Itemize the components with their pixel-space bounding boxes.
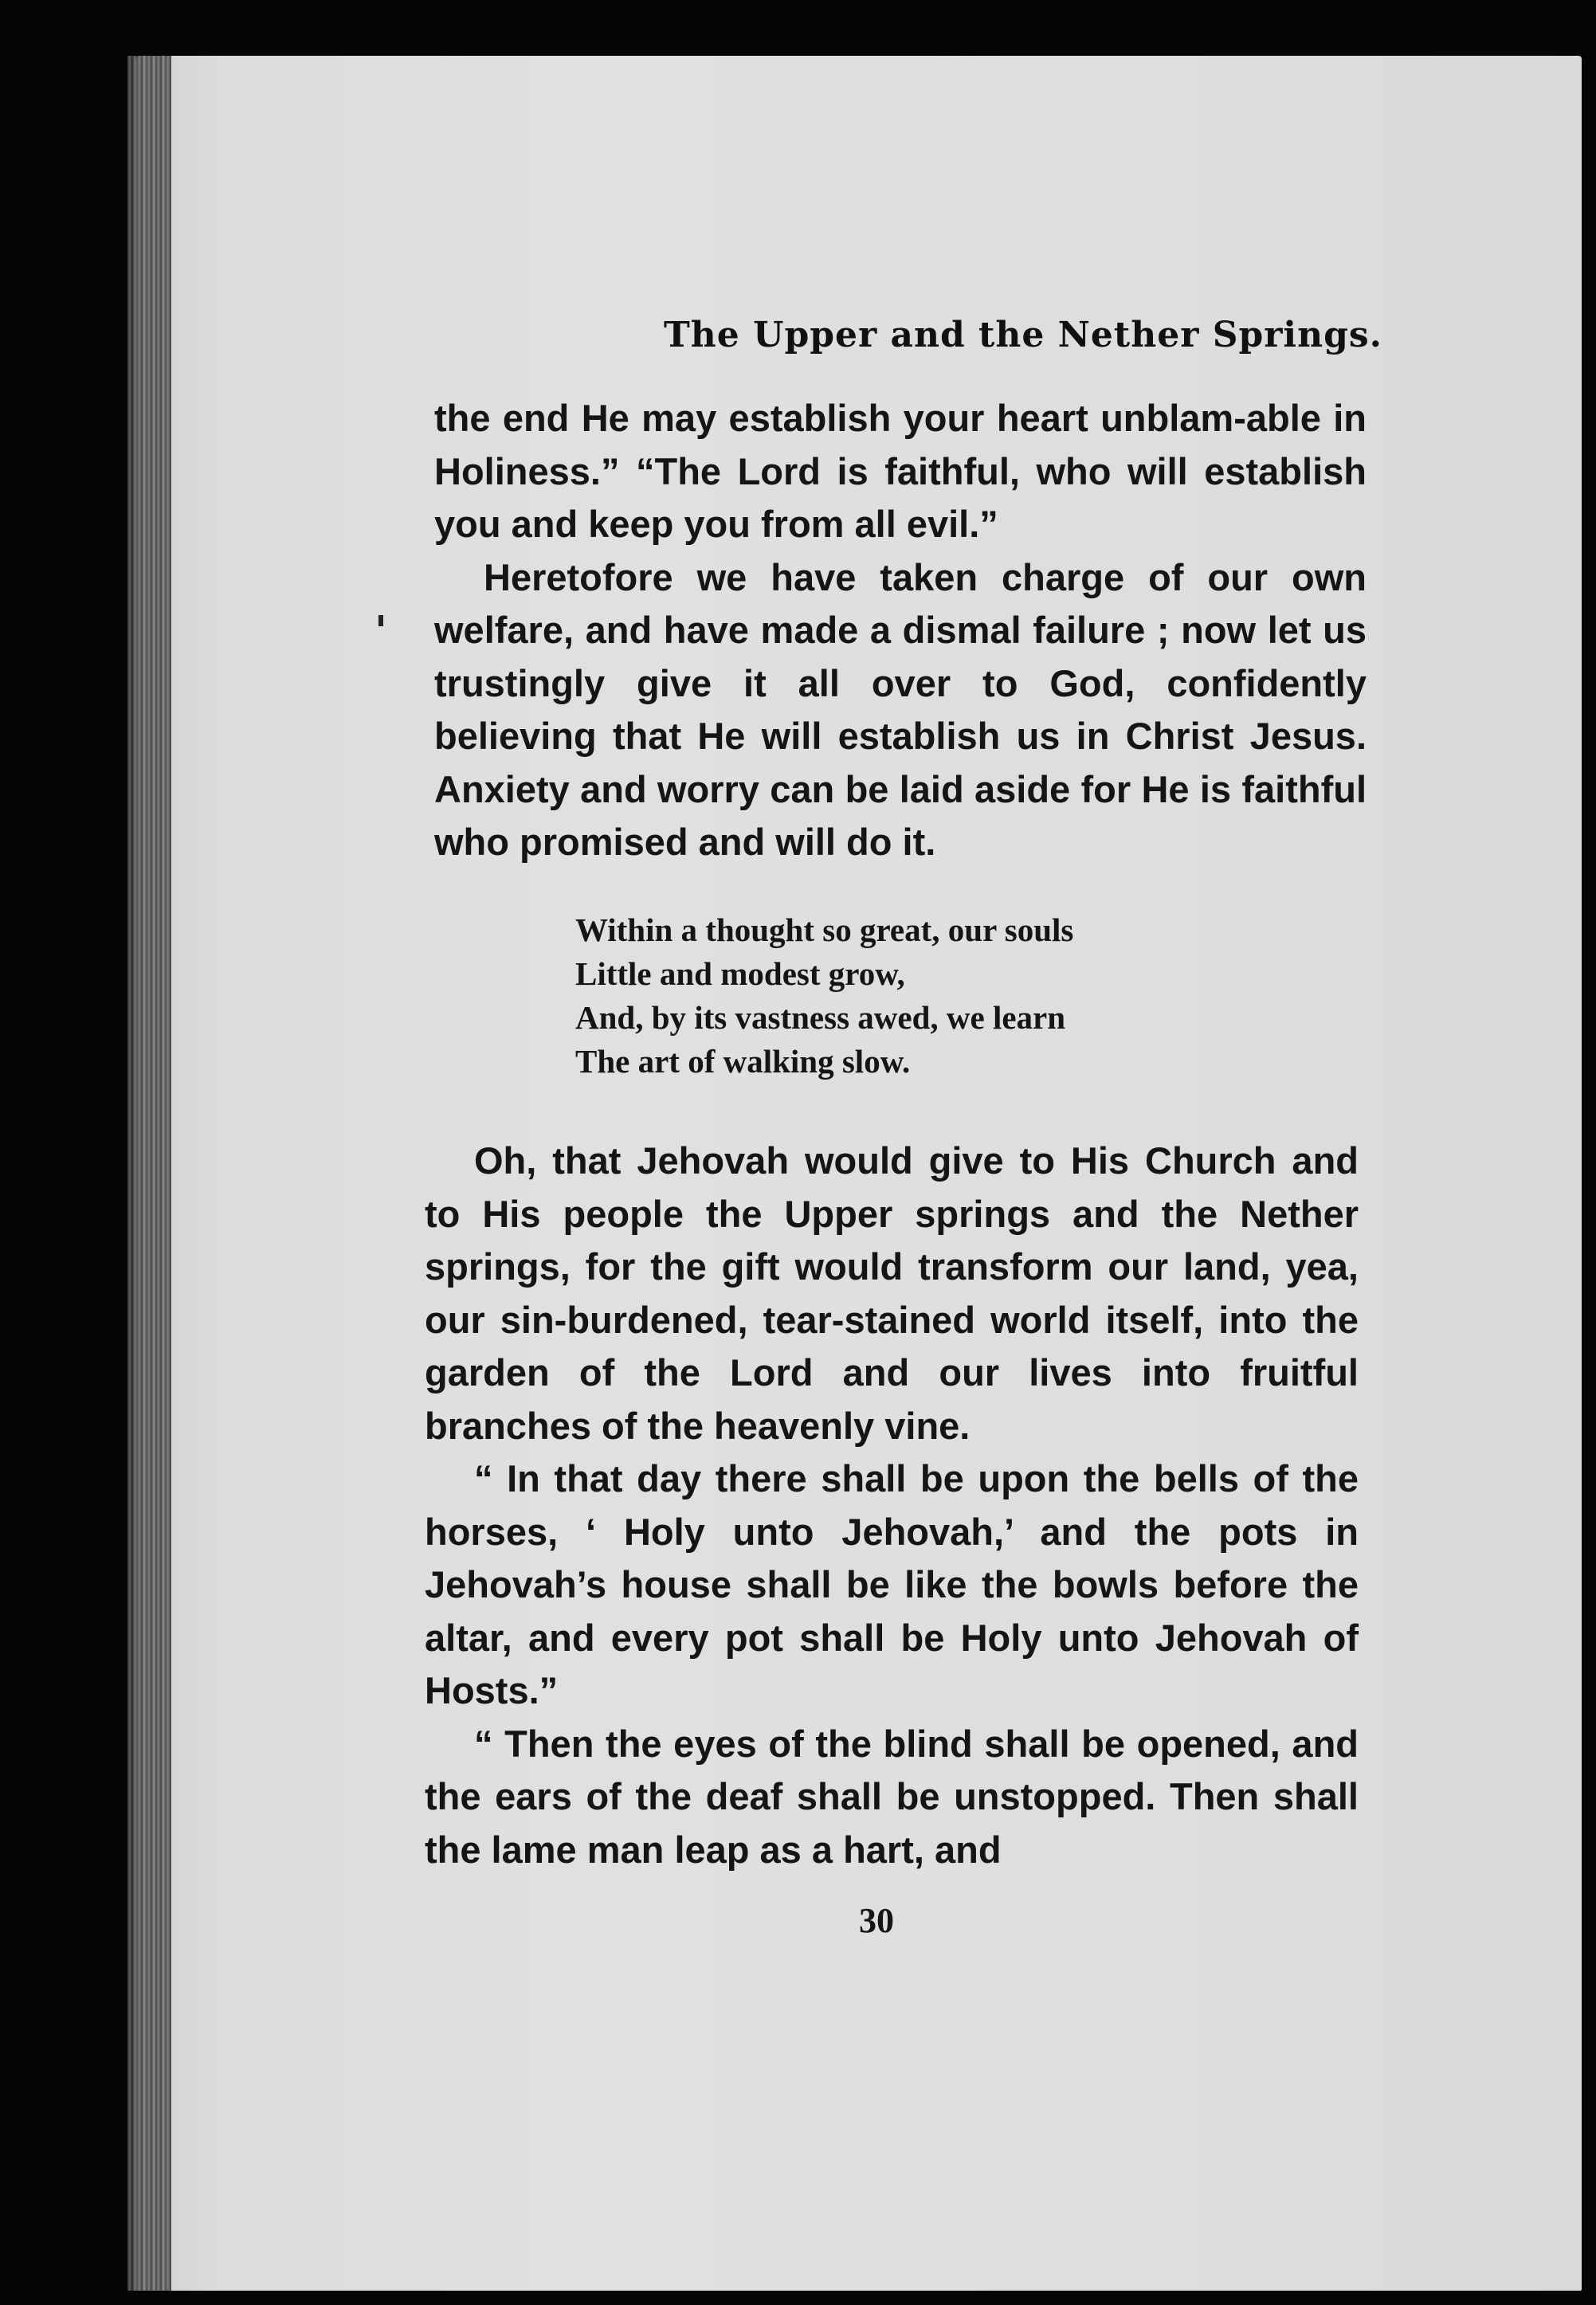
paragraph-in-that-day: “ In that day there shall be upon the bells of the horses, ‘ Holy unto Jehovah,’ and the pots in Jehovah’s house shall be like the bowls before the altar, and every pot shall be Holy unto Jehovah of Hosts.” [425,1457,1359,1711]
poem-line: And, by its vastness awed, we learn [575,999,1066,1036]
stray-ink-mark [378,615,383,626]
paragraph-then-the-eyes: “ Then the eyes of the blind shall be opened, and the ears of the deaf shall be unstopped. Then shall the lame man leap as a hart, and [425,1722,1359,1871]
poem-line: Within a thought so great, our souls [575,911,1074,948]
paragraph-continued: the end He may establish your heart unblam-able in Holiness.” “The Lord is faithful, who will establish you and keep you from all evil.” [434,397,1367,545]
paragraph-oh-that-jehovah: Oh, that Jehovah would give to His Church and to His people the Upper springs and the Nether springs, for the gift would transform our land, yea, our sin-burdened, tear-stained world itself, into the garden of the Lord and our lives into fruitful branches of the heavenly vine. [425,1139,1359,1447]
running-header: The Upper and the Nether Springs. [664,315,1382,355]
text-block-bottom [425,1135,1359,1876]
page-number: 30 [859,1901,894,1940]
book-binding-edge [127,56,171,2291]
text-block-top [434,392,1367,869]
paragraph-heretofore: Heretofore we have taken charge of our own welfare, and have made a dismal failure ; now let us trustingly give it all over to God, confidently believing that He will establish us in Christ Jesus. Anxiety and worry can be laid aside for He is faithful who promised and will do it. [434,555,1367,863]
poem-quote [575,908,1073,1084]
poem-line: Little and modest grow, [575,955,905,992]
poem-line: The art of walking slow. [575,1043,911,1080]
